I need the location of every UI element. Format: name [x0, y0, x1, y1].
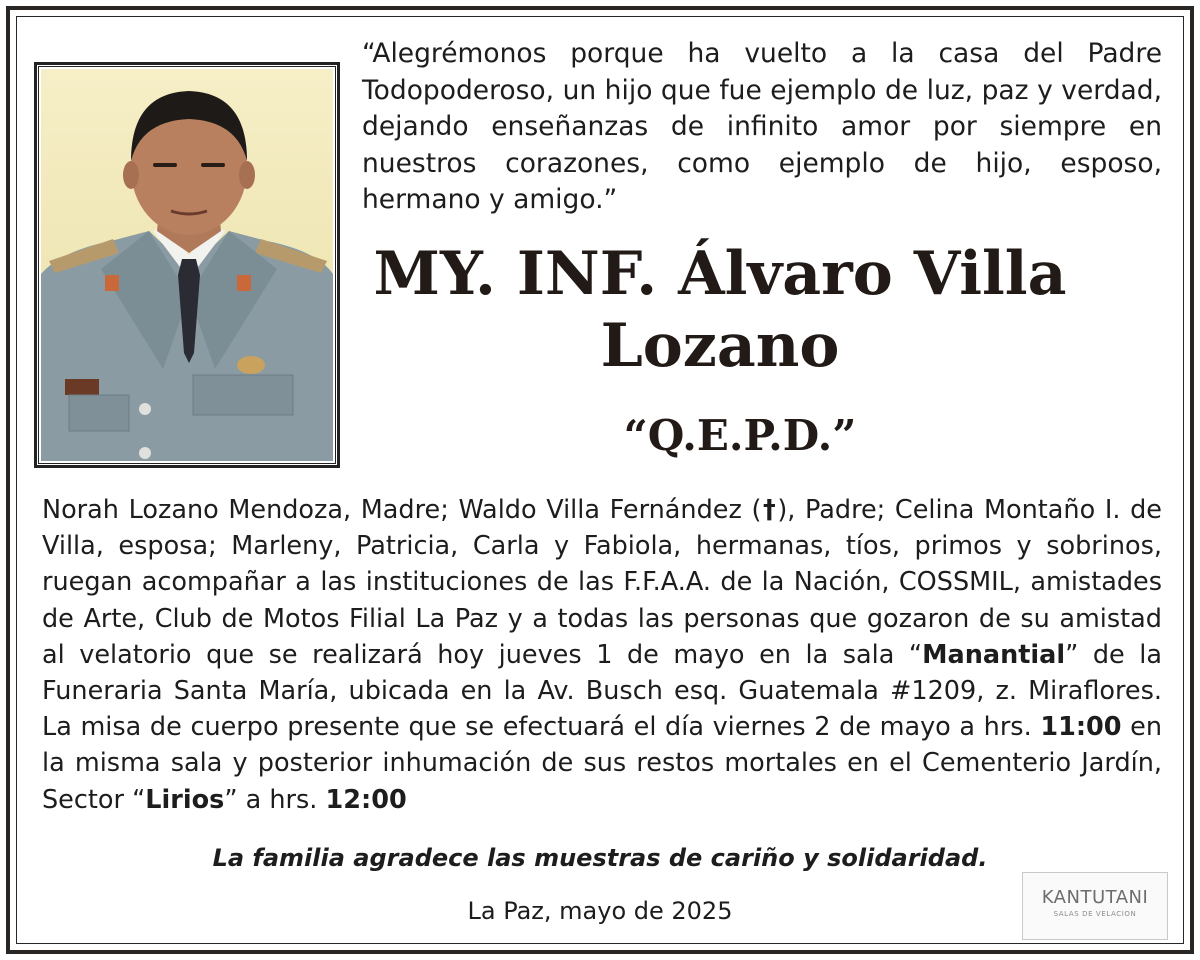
- body-part-1: Norah Lozano Mendoza, Madre; Waldo Villa Fernández (: [42, 495, 762, 525]
- wake-room-name: Manantial: [922, 639, 1066, 670]
- place-and-date: La Paz, mayo de 2025: [467, 897, 733, 925]
- body-part-3: ” de la Funeraria Santa María, ubicada en la Av. Busch esq. Guatemala #1209, z. Miraflores. La misa de cuerpo presente que se efectuará el día viernes 2 de mayo a hrs.: [42, 639, 1162, 743]
- logo-name: KANTUTANI: [1041, 887, 1149, 908]
- cross-symbol: †: [761, 495, 778, 525]
- deceased-name-line1: MY. INF. Álvaro Villa: [373, 239, 1067, 309]
- funeral-home-logo: [1022, 872, 1168, 940]
- body-part-5: ” a hrs.: [224, 784, 326, 815]
- logo-tagline: SALAS DE VELACION: [1053, 910, 1137, 918]
- deceased-name: [340, 238, 1100, 382]
- family-thanks: La familia agradece las muestras de cariño y solidaridad.: [212, 844, 988, 872]
- body-part-4: en la misma sala y posterior inhumación de sus restos mortales en el Cementerio Jardín, Sector “: [42, 712, 1162, 815]
- deceased-name-line2: Lozano: [600, 311, 840, 381]
- portrait-photo: [41, 69, 333, 461]
- announcement-body: [42, 492, 1162, 818]
- portrait-frame: [34, 62, 340, 468]
- cemetery-sector: Lirios: [145, 784, 225, 815]
- mass-time: 11:00: [1040, 712, 1122, 743]
- burial-time: 12:00: [325, 784, 407, 815]
- memorial-quote: “Alegrémonos porque ha vuelto a la casa del Padre Todopoderoso, un hijo que fue ejemplo de luz, paz y verdad, dejando enseñanzas de infinito amor por siempre en nuestros corazones, como ejemplo de hijo, esposo, hermano y amigo.”: [362, 38, 1162, 215]
- uniformed-officer-illustration: [41, 69, 333, 461]
- body-part-2: ), Padre; Celina Montaño I. de Villa, esposa; Marleny, Patricia, Carla y Fabiola, hermanas, tíos, primos y sobrinos, ruegan acompañar a las instituciones de las F.F.A.A. de la Nación, COSSMIL, amistades de Arte, Club de Motos Filial La Paz y a todas las personas que gozaron de su amistad al velatorio que se realizará hoy jueves 1 de mayo en la sala “: [42, 495, 1162, 670]
- qepd-label: “Q.E.P.D.”: [623, 411, 857, 460]
